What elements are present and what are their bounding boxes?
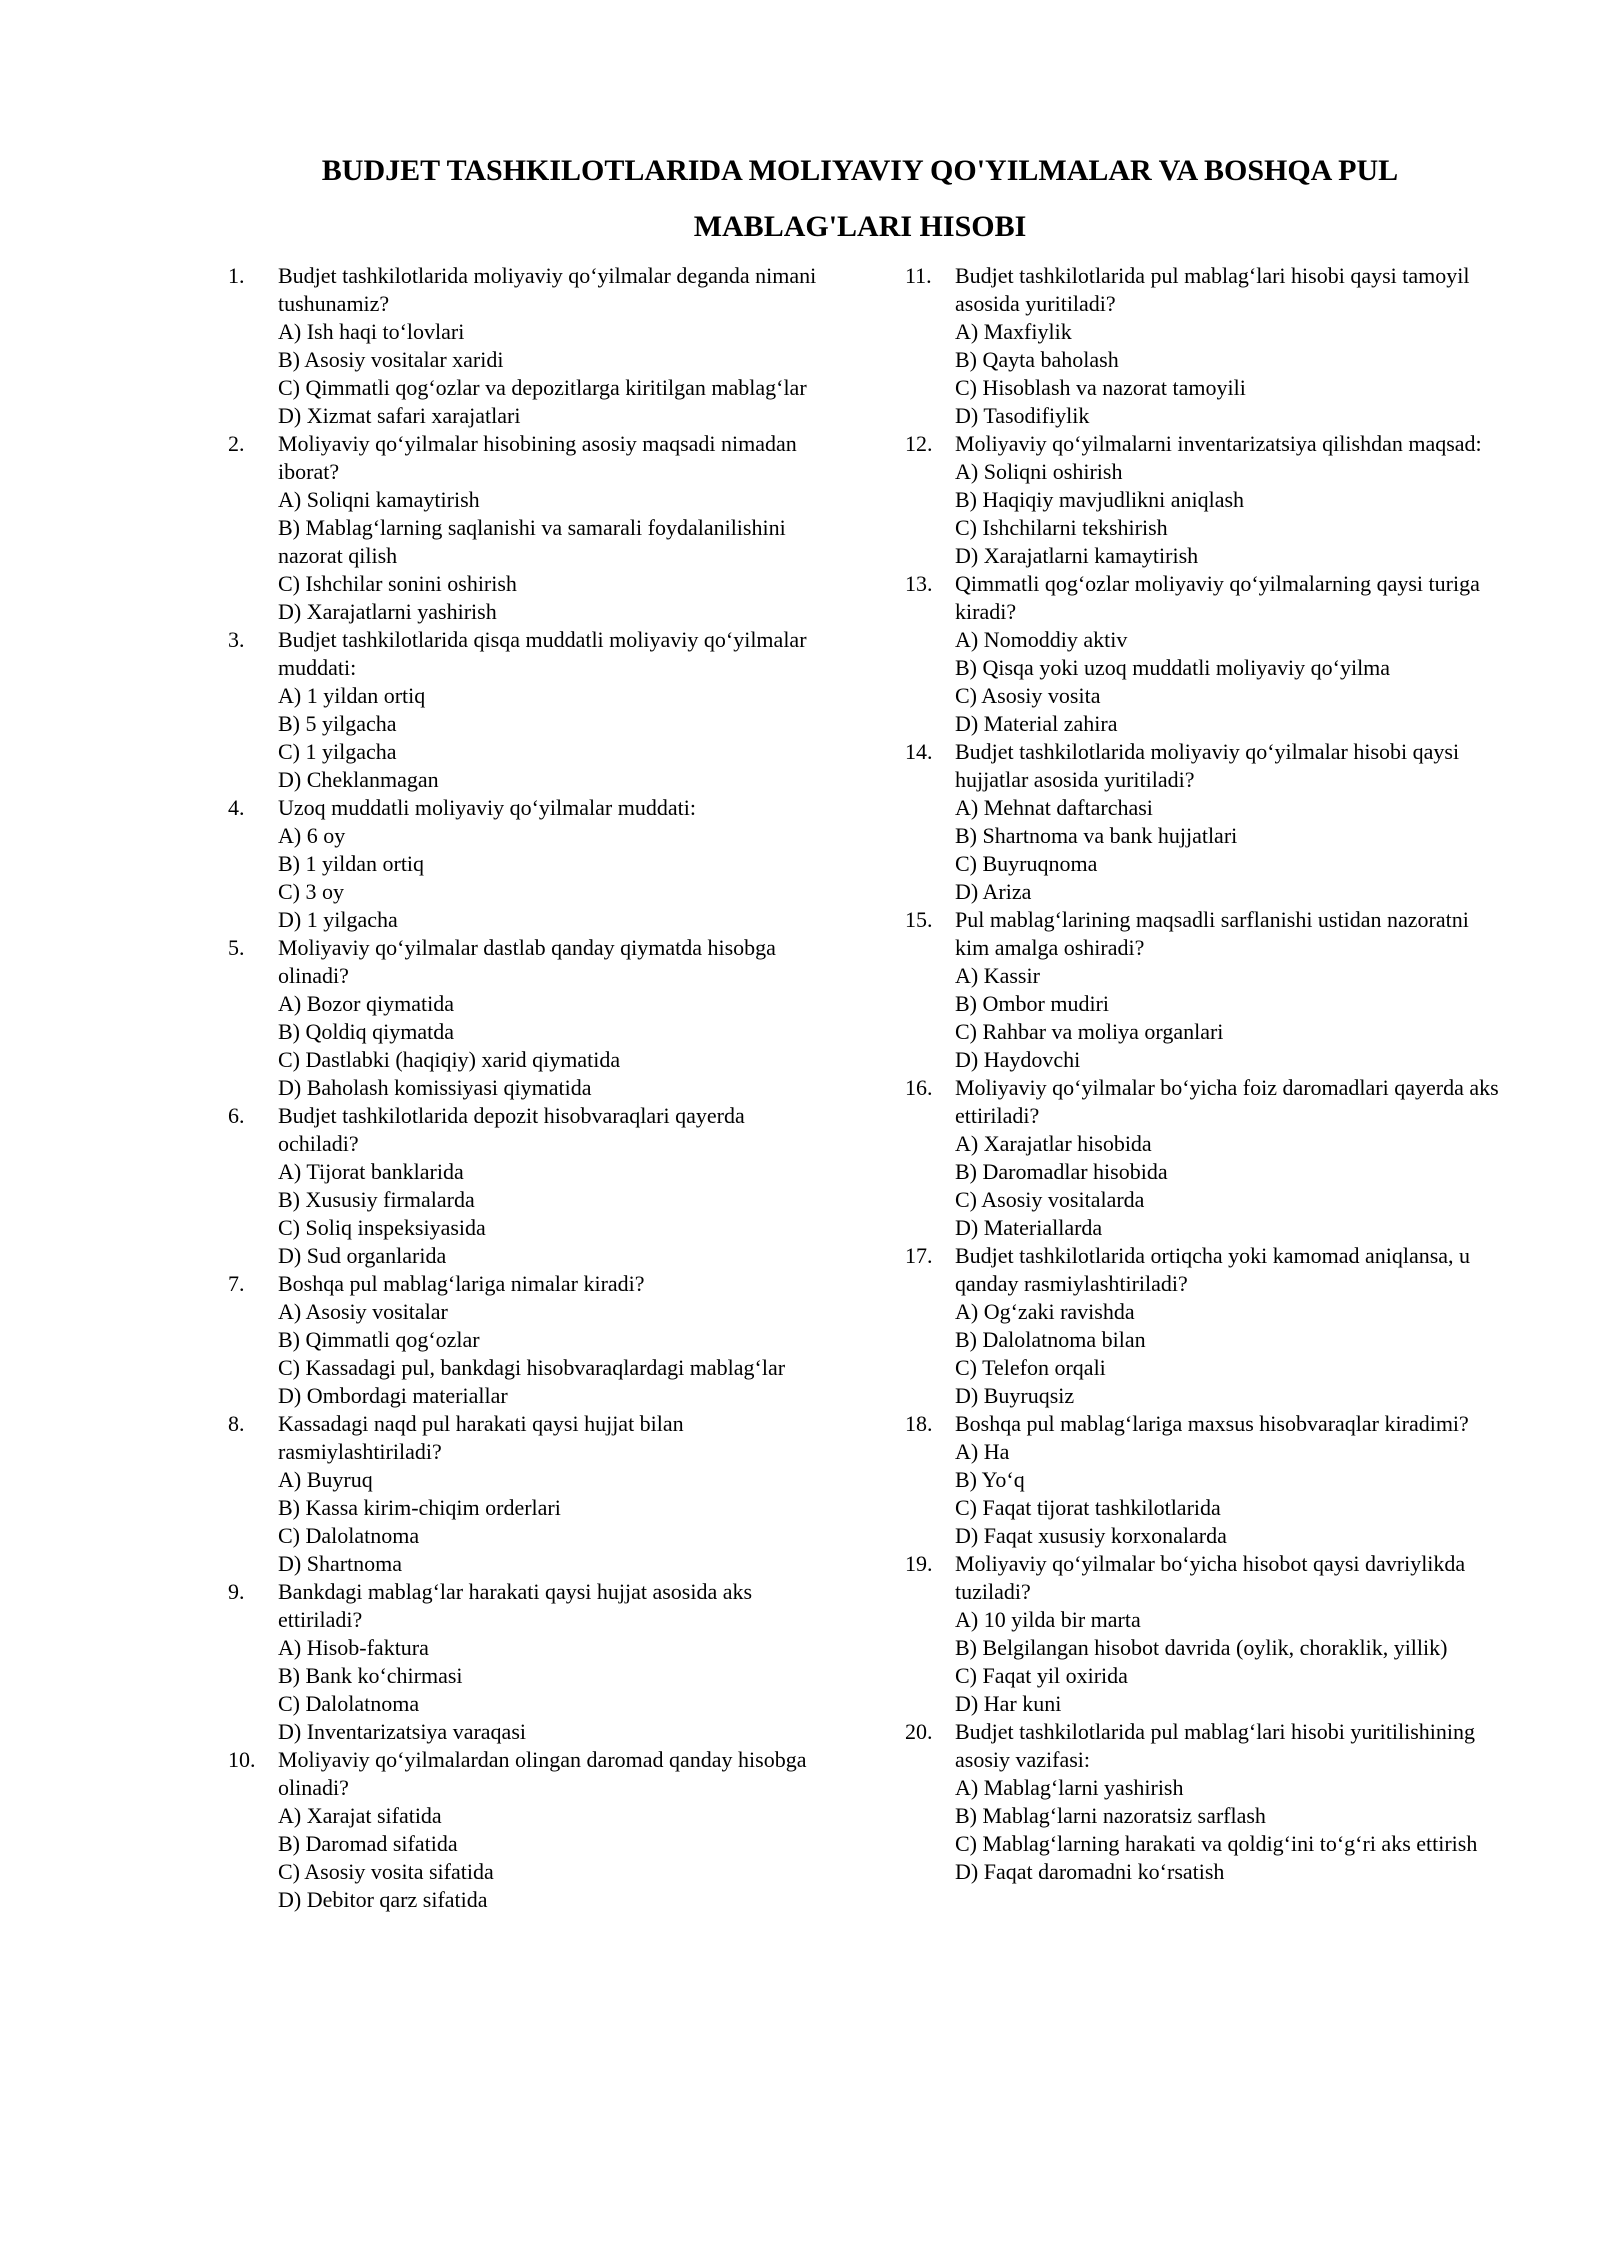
question-number: 15. [905,907,933,932]
answer-option: D) Material zahira [955,711,1118,736]
question-number: 2. [228,431,245,456]
answer-option: B) 1 yildan ortiq [278,851,425,876]
answer-option: D) Buyruqsiz [955,1383,1075,1408]
answer-option: B) 5 yilgacha [278,711,397,736]
question-item [228,1578,828,1746]
answer-option: D) Xarajatlarni yashirish [278,599,497,624]
answer-option: D) Xizmat safari xarajatlari [278,403,521,428]
answer-option: C) Asosiy vositalarda [955,1187,1145,1212]
answer-option: B) Qisqa yoki uzoq muddatli moliyaviy qo‘yilma [955,655,1391,680]
question-number: 18. [905,1411,933,1436]
question-item [228,430,828,626]
question-text: Budjet tashkilotlarida pul mablag‘lari hisobi qaysi tamoyil asosida yuritiladi? [955,263,1470,316]
question-body [278,1102,828,1270]
question-text: Bankdagi mablag‘lar harakati qaysi hujjat asosida aks ettiriladi? [278,1579,753,1632]
answer-option: C) Asosiy vosita [955,683,1101,708]
question-body [955,1410,1505,1550]
answer-option: D) Ariza [955,879,1032,904]
question-body [278,1410,828,1578]
answer-option: A) Soliqni kamaytirish [278,487,480,512]
answer-option: A) Nomoddiy aktiv [955,627,1128,652]
answer-option: D) Inventarizatsiya varaqasi [278,1719,526,1744]
question-body [278,934,828,1102]
question-number: 8. [228,1411,245,1436]
question-item [905,1074,1505,1242]
answer-option: C) Rahbar va moliya organlari [955,1019,1224,1044]
question-text: Moliyaviy qo‘yilmalar bo‘yicha foiz daromadlari qayerda aks ettiriladi? [955,1075,1499,1128]
answer-option: D) Tasodifiylik [955,403,1090,428]
answer-option: C) Dalolatnoma [278,1691,420,1716]
question-number: 20. [905,1719,933,1744]
answer-option: D) Faqat xususiy korxonalarda [955,1523,1227,1548]
answer-option: C) Buyruqnoma [955,851,1098,876]
question-text: Moliyaviy qo‘yilmalardan olingan daromad qanday hisobga olinadi? [278,1747,807,1800]
question-text: Budjet tashkilotlarida ortiqcha yoki kamomad aniqlansa, u qanday rasmiylashtiriladi? [955,1243,1471,1296]
question-text: Moliyaviy qo‘yilmalar bo‘yicha hisobot qaysi davriylikda tuziladi? [955,1551,1466,1604]
question-number: 7. [228,1271,245,1296]
questions-column-left [228,262,828,1914]
answer-option: B) Qayta baholash [955,347,1119,372]
answer-option: A) Mehnat daftarchasi [955,795,1153,820]
answer-option: A) Soliqni oshirish [955,459,1123,484]
question-body [955,1718,1505,1886]
question-item [905,1718,1505,1886]
answer-option: C) Asosiy vosita sifatida [278,1859,494,1884]
question-text: Budjet tashkilotlarida depozit hisobvaraqlari qayerda ochiladi? [278,1103,745,1156]
question-body [955,738,1505,906]
answer-option: A) Og‘zaki ravishda [955,1299,1135,1324]
question-body [278,1746,828,1914]
answer-option: A) Buyruq [278,1467,373,1492]
question-body [278,262,828,430]
answer-option: B) Dalolatnoma bilan [955,1327,1146,1352]
question-item [228,1746,828,1914]
answer-option: B) Xususiy firmalarda [278,1187,475,1212]
question-item [905,738,1505,906]
answer-option: D) Haydovchi [955,1047,1081,1072]
answer-option: C) Telefon orqali [955,1355,1106,1380]
answer-option: A) Maxfiylik [955,319,1072,344]
answer-option: A) Xarajatlar hisobida [955,1131,1152,1156]
question-text: Kassadagi naqd pul harakati qaysi hujjat bilan rasmiylashtiriladi? [278,1411,684,1464]
question-body [955,570,1505,738]
question-number: 13. [905,571,933,596]
answer-option: A) Ha [955,1439,1010,1464]
answer-option: B) Belgilangan hisobot davrida (oylik, choraklik, yillik) [955,1635,1448,1660]
answer-option: A) Mablag‘larni yashirish [955,1775,1184,1800]
question-item [228,1410,828,1578]
question-number: 17. [905,1243,933,1268]
question-number: 12. [905,431,933,456]
answer-option: C) Faqat yil oxirida [955,1663,1128,1688]
answer-option: A) 1 yildan ortiq [278,683,426,708]
document-title [200,143,1520,255]
question-number: 16. [905,1075,933,1100]
question-body [955,1242,1505,1410]
question-number: 3. [228,627,245,652]
question-number: 9. [228,1579,245,1604]
answer-option: C) Faqat tijorat tashkilotlarida [955,1495,1221,1520]
question-body [955,262,1505,430]
answer-option: B) Shartnoma va bank hujjatlari [955,823,1238,848]
answer-option: B) Daromadlar hisobida [955,1159,1168,1184]
question-text: Budjet tashkilotlarida pul mablag‘lari hisobi yuritilishining asosiy vazifasi: [955,1719,1475,1772]
question-item [228,1270,828,1410]
answer-option: B) Ombor mudiri [955,991,1109,1016]
answer-option: A) Hisob-faktura [278,1635,429,1660]
answer-option: A) Ish haqi to‘lovlari [278,319,465,344]
question-item [905,1550,1505,1718]
answer-option: C) Hisoblash va nazorat tamoyili [955,375,1246,400]
answer-option: C) 1 yilgacha [278,739,397,764]
answer-option: B) Qimmatli qog‘ozlar [278,1327,480,1352]
answer-option: B) Asosiy vositalar xaridi [278,347,504,372]
answer-option: B) Haqiqiy mavjudlikni aniqlash [955,487,1245,512]
answer-option: B) Kassa kirim-chiqim orderlari [278,1495,561,1520]
question-number: 10. [228,1747,256,1772]
answer-option: D) 1 yilgacha [278,907,398,932]
question-body [955,1550,1505,1718]
question-number: 6. [228,1103,245,1128]
question-item [228,626,828,794]
question-item [228,934,828,1102]
question-number: 19. [905,1551,933,1576]
question-body [278,794,828,934]
question-text: Uzoq muddatli moliyaviy qo‘yilmalar muddati: [278,795,696,820]
question-item [228,1102,828,1270]
answer-option: A) Kassir [955,963,1040,988]
question-item [905,1242,1505,1410]
answer-option: C) Mablag‘larning harakati va qoldig‘ini to‘g‘ri aks ettirish [955,1831,1478,1856]
answer-option: D) Shartnoma [278,1551,403,1576]
question-number: 11. [905,263,932,288]
question-text: Boshqa pul mablag‘lariga maxsus hisobvaraqlar kiradimi? [955,1411,1469,1436]
question-text: Budjet tashkilotlarida moliyaviy qo‘yilmalar hisobi qaysi hujjatlar asosida yuritiladi? [955,739,1460,792]
answer-option: D) Cheklanmagan [278,767,439,792]
answer-option: B) Mablag‘larning saqlanishi va samarali foydalanilishini nazorat qilish [278,515,786,568]
answer-option: D) Ombordagi materiallar [278,1383,508,1408]
answer-option: A) 6 oy [278,823,346,848]
answer-option: D) Materiallarda [955,1215,1103,1240]
answer-option: B) Daromad sifatida [278,1831,458,1856]
questions-column-right [905,262,1505,1886]
answer-option: A) Tijorat banklarida [278,1159,464,1184]
question-body [955,906,1505,1074]
answer-option: D) Debitor qarz sifatida [278,1887,488,1912]
answer-option: C) Ishchilarni tekshirish [955,515,1168,540]
question-text: Moliyaviy qo‘yilmalar hisobining asosiy maqsadi nimadan iborat? [278,431,797,484]
answer-option: D) Baholash komissiyasi qiymatida [278,1075,592,1100]
question-item [905,430,1505,570]
question-body [278,1270,828,1410]
question-item [228,794,828,934]
question-text: Qimmatli qog‘ozlar moliyaviy qo‘yilmalarning qaysi turiga kiradi? [955,571,1480,624]
title-line-1: BUDJET TASHKILOTLARIDA MOLIYAVIY QO'YILMALAR VA BOSHQA PUL [321,154,1399,187]
question-body [278,1578,828,1746]
answer-option: C) Soliq inspeksiyasida [278,1215,486,1240]
answer-option: D) Xarajatlarni kamaytirish [955,543,1199,568]
question-text: Budjet tashkilotlarida qisqa muddatli moliyaviy qo‘yilmalar muddati: [278,627,807,680]
answer-option: C) Qimmatli qog‘ozlar va depozitlarga kiritilgan mablag‘lar [278,375,807,400]
question-item [905,1410,1505,1550]
answer-option: C) Dastlabki (haqiqiy) xarid qiymatida [278,1047,621,1072]
title-line-2: MABLAG'LARI HISOBI [693,210,1027,243]
question-number: 5. [228,935,245,960]
answer-option: B) Bank ko‘chirmasi [278,1663,463,1688]
question-body [278,626,828,794]
answer-option: C) Ishchilar sonini oshirish [278,571,517,596]
answer-option: C) Dalolatnoma [278,1523,420,1548]
question-number: 4. [228,795,245,820]
question-text: Boshqa pul mablag‘lariga nimalar kiradi? [278,1271,645,1296]
answer-option: A) Asosiy vositalar [278,1299,448,1324]
question-body [955,1074,1505,1242]
answer-option: A) Bozor qiymatida [278,991,454,1016]
answer-option: A) 10 yilda bir marta [955,1607,1141,1632]
question-text: Budjet tashkilotlarida moliyaviy qo‘yilmalar deganda nimani tushunamiz? [278,263,817,316]
answer-option: B) Yo‘q [955,1467,1025,1492]
answer-option: A) Xarajat sifatida [278,1803,442,1828]
answer-option: B) Mablag‘larni nazoratsiz sarflash [955,1803,1266,1828]
answer-option: C) Kassadagi pul, bankdagi hisobvaraqlardagi mablag‘lar [278,1355,786,1380]
question-text: Pul mablag‘larining maqsadli sarflanishi ustidan nazoratni kim amalga oshiradi? [955,907,1469,960]
answer-option: C) 3 oy [278,879,344,904]
question-item [905,262,1505,430]
question-body [278,430,828,626]
answer-option: B) Qoldiq qiymatda [278,1019,454,1044]
question-item [905,570,1505,738]
answer-option: D) Sud organlarida [278,1243,447,1268]
answer-option: D) Har kuni [955,1691,1062,1716]
answer-option: D) Faqat daromadni ko‘rsatish [955,1859,1225,1884]
question-number: 1. [228,263,245,288]
question-item [905,906,1505,1074]
question-item [228,262,828,430]
question-text: Moliyaviy qo‘yilmalarni inventarizatsiya qilishdan maqsad: [955,431,1482,456]
question-text: Moliyaviy qo‘yilmalar dastlab qanday qiymatda hisobga olinadi? [278,935,776,988]
question-number: 14. [905,739,933,764]
question-body [955,430,1505,570]
